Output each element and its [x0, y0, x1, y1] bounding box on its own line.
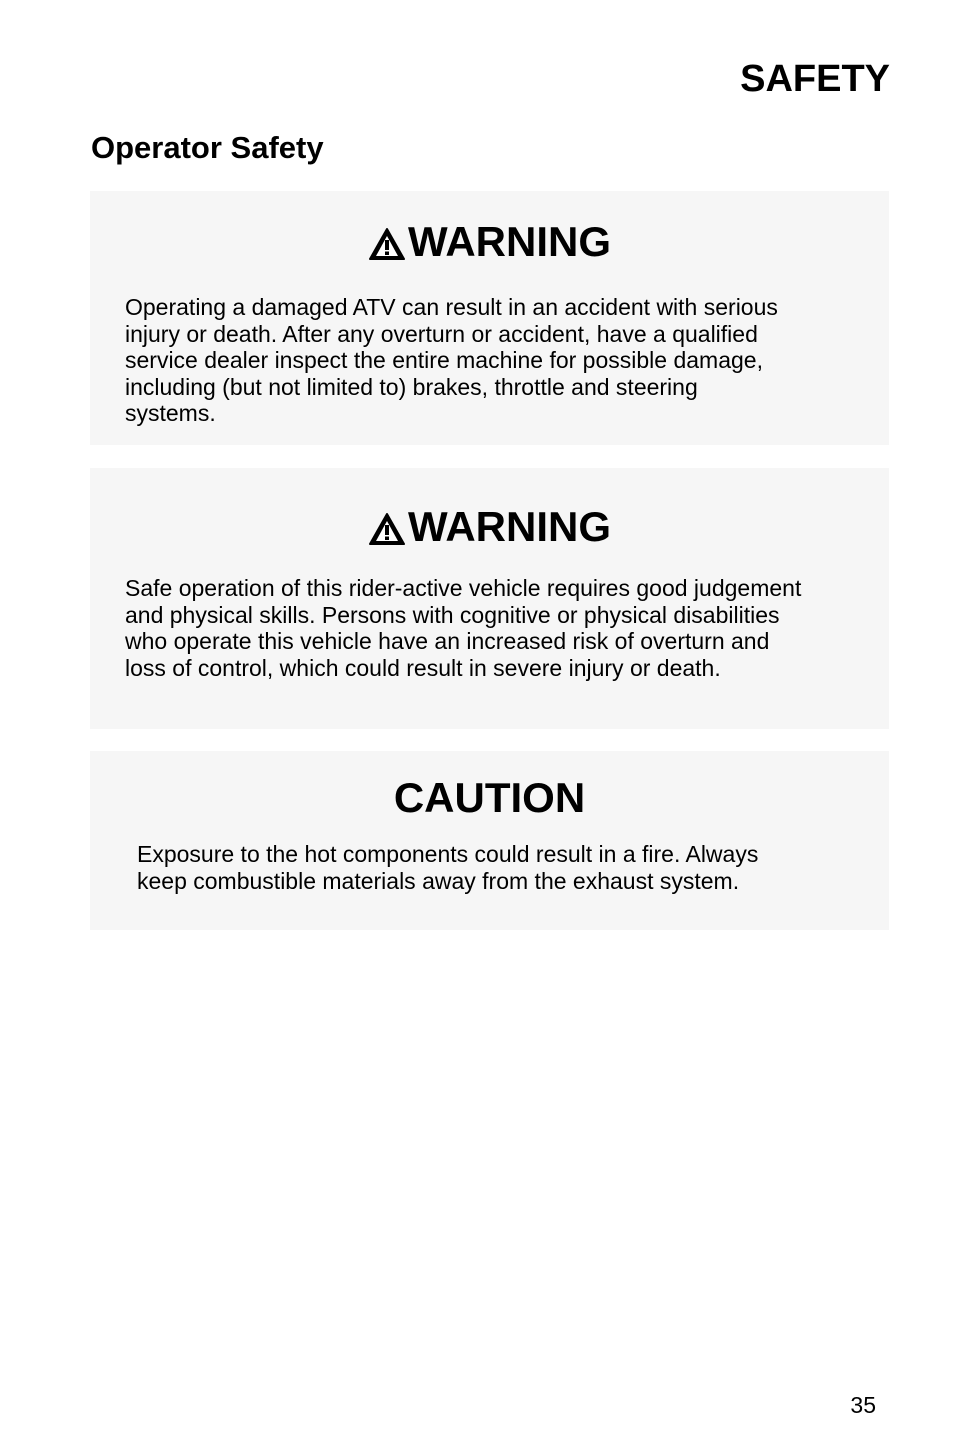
warning-triangle-icon	[368, 512, 406, 546]
warning-heading	[90, 502, 889, 555]
page-subtitle: Operator Safety	[91, 130, 324, 165]
warning-notice-damaged-atv	[90, 191, 889, 445]
section-title: SAFETY	[740, 58, 890, 100]
page-number: 35	[850, 1392, 876, 1418]
warning-notice-rider-active	[90, 468, 889, 729]
warning-heading	[90, 217, 889, 270]
warning-heading-text: WARNING	[408, 503, 611, 550]
caution-notice-hot-components	[90, 751, 889, 930]
warning-body-text: Operating a damaged ATV can result in an accident with serious injury or death. After any overturn or accident, have a qualified service dealer inspect the entire machine for possible damage, including (but not limited to) brakes, throttle and steering systems.	[125, 294, 778, 426]
caution-heading-text: CAUTION	[393, 774, 586, 821]
caution-heading	[90, 773, 889, 823]
warning-heading-text: WARNING	[408, 218, 611, 265]
caution-body-text: Exposure to the hot components could result in a fire. Always keep combustible materials away from the exhaust system.	[137, 841, 759, 894]
warning-triangle-icon	[368, 227, 406, 261]
warning-body-text: Safe operation of this rider-active vehicle requires good judgement and physical skills. Persons with cognitive or physical disabilities who operate this vehicle have an increased risk of overturn and loss of control, which could result in severe injury or death.	[125, 575, 802, 681]
